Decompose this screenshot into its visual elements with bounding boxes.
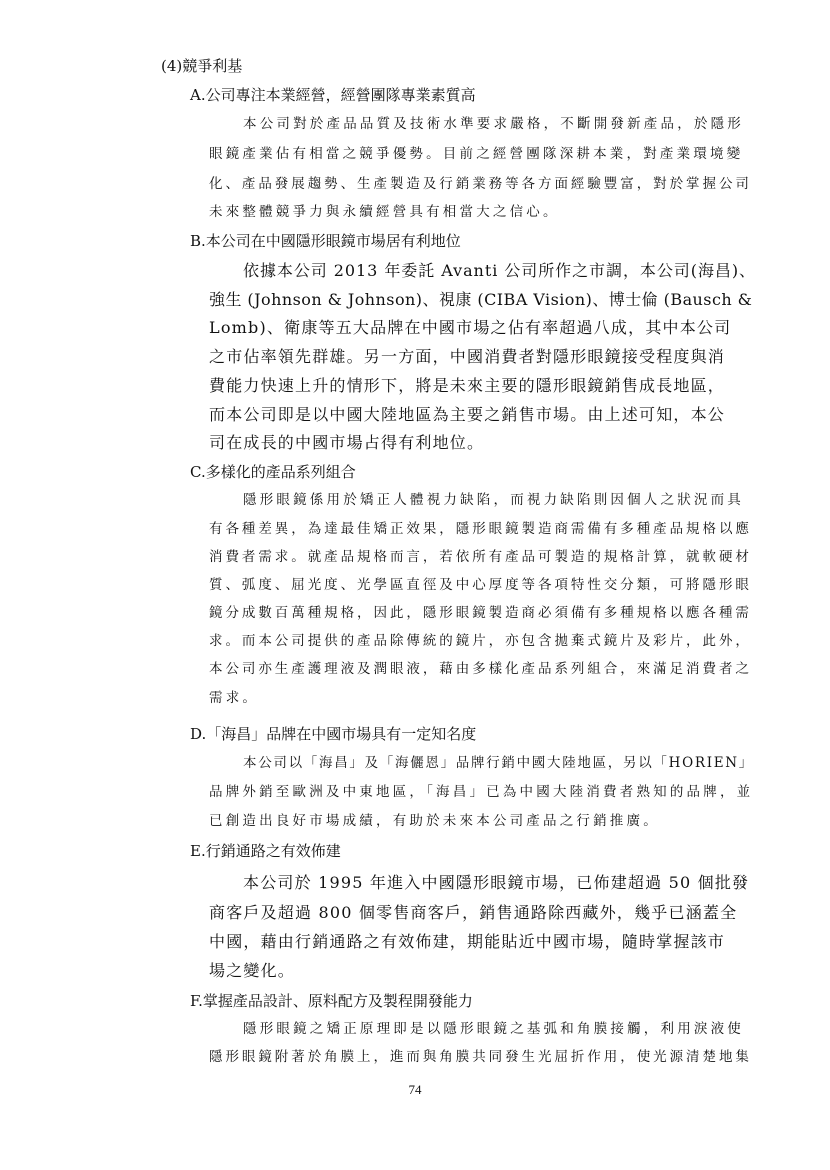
- item-e-line-4: 場之變化。: [209, 961, 296, 980]
- item-b-line-6: 而本公司即是以中國大陸地區為主要之銷售市場。由上述可知，本公: [209, 405, 726, 424]
- item-c-line-4: 質、弧度、屈光度、光學區直徑及中心厚度等各項特性交分類，可將隱形眼: [209, 577, 752, 593]
- item-c-line-1: 隱形眼鏡係用於矯正人體視力缺陷，而視力缺陷則因個人之狀況而具: [243, 492, 744, 508]
- item-a-line-1: 本公司對於產品品質及技術水準要求嚴格，不斷開發新產品，於隱形: [243, 116, 744, 132]
- item-c-line-2: 有各種差異，為達最佳矯正效果，隱形眼鏡製造商需備有多種產品規格以應: [209, 521, 752, 537]
- item-b-line-7: 司在成長的中國市場占得有利地位。: [209, 433, 485, 452]
- page-number: 74: [408, 1082, 422, 1097]
- item-a-line-4: 未來整體競爭力與永續經營具有相當大之信心。: [209, 204, 560, 220]
- item-d-line-2: 品牌外銷至歐洲及中東地區，「海昌」已為中國大陸消費者熟知的品牌，並: [209, 784, 754, 800]
- item-e-line-2: 商客戶及超過 800 個零售商客戶，銷售通路除西藏外，幾乎已涵蓋全: [209, 903, 738, 922]
- item-b-line-1: 依據本公司 2013 年委託 Avanti 公司所作之市調，本公司(海昌)、: [243, 261, 756, 280]
- item-c-line-5: 鏡分成數百萬種規格，因此，隱形眼鏡製造商必須備有多種規格以應各種需: [209, 605, 752, 621]
- item-c-heading: C.多樣化的產品系列組合: [190, 463, 356, 481]
- item-f-line-1: 隱形眼鏡之矯正原理即是以隱形眼鏡之基弧和角膜接觸，利用淚液使: [243, 1021, 744, 1037]
- item-c-line-3: 消費者需求。就產品規格而言，若依所有產品可製造的規格計算，就軟硬材: [209, 549, 752, 565]
- item-b-line-4: 之市佔率領先群雄。另一方面，中國消費者對隱形眼鏡接受程度與消: [209, 347, 726, 366]
- item-a-line-3: 化、產品發展趨勢、生產製造及行銷業務等各方面經驗豐富，對於掌握公司: [209, 176, 752, 192]
- item-a-line-2: 眼鏡產業佔有相當之競爭優勢。目前之經營團隊深耕本業，對產業環境變: [209, 146, 744, 162]
- item-e-heading: E.行銷通路之有效佈建: [190, 842, 341, 860]
- item-b-heading: B.本公司在中國隱形眼鏡市場居有利地位: [190, 232, 461, 250]
- item-b-line-5: 費能力快速上升的情形下，將是未來主要的隱形眼鏡銷售成長地區，: [209, 376, 726, 395]
- item-a-heading: A.公司專注本業經營，經營團隊專業素質高: [190, 86, 476, 104]
- section-heading: (4)競爭利基: [161, 57, 243, 75]
- item-e-line-3: 中國，藉由行銷通路之有效佈建，期能貼近中國市場，隨時掌握該市: [209, 932, 726, 951]
- item-b-line-3: Lomb)、衛康等五大品牌在中國市場之佔有率超過八成，其中本公司: [209, 318, 732, 337]
- item-c-line-7: 本公司亦生產護理液及潤眼液，藉由多樣化產品系列組合，來滿足消費者之: [209, 661, 752, 677]
- item-d-heading: D.「海昌」品牌在中國市場具有一定知名度: [190, 725, 477, 743]
- item-c-line-8: 需求。: [209, 690, 260, 706]
- item-d-line-1: 本公司以「海昌」及「海儷恩」品牌行銷中國大陸地區，另以「HORIEN」: [243, 755, 755, 771]
- item-e-line-1: 本公司於 1995 年進入中國隱形眼鏡市場，已佈建超過 50 個批發: [243, 873, 750, 892]
- item-d-line-3: 已創造出良好市場成績，有助於未來本公司產品之行銷推廣。: [209, 813, 660, 829]
- item-f-line-2: 隱形眼鏡附著於角膜上，進而與角膜共同發生光屈折作用，使光源清楚地集: [209, 1049, 752, 1065]
- item-b-line-2: 強生 (Johnson & Johnson)、視康 (CIBA Vision)、博士倫 (Bausch &: [209, 290, 753, 309]
- item-f-heading: F.掌握產品設計、原料配方及製程開發能力: [190, 992, 473, 1010]
- item-c-line-6: 求。而本公司提供的產品除傳統的鏡片，亦包含拋棄式鏡片及彩片，此外，: [209, 633, 752, 649]
